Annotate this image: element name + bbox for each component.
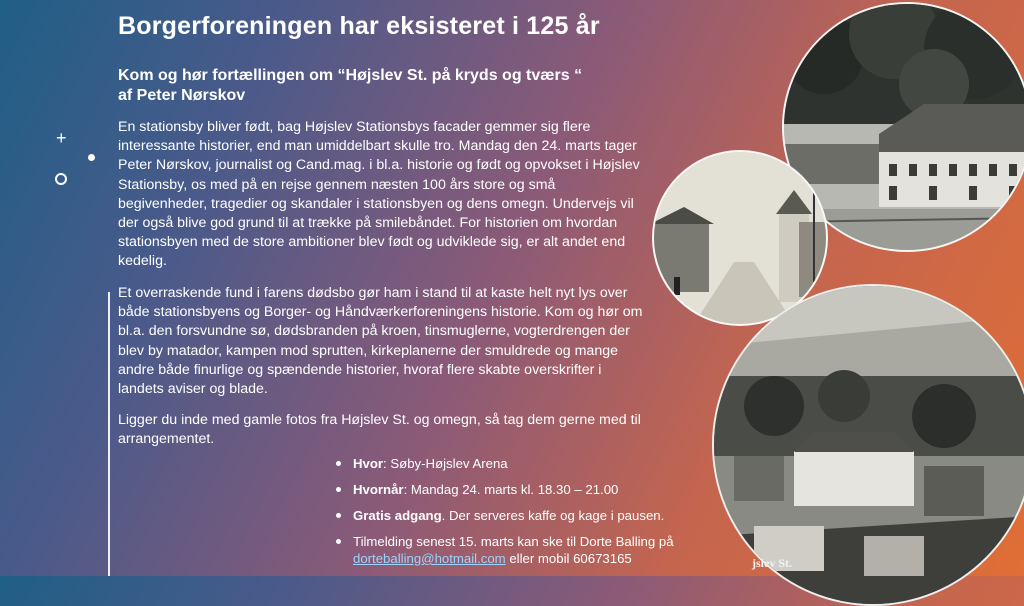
detail-where-value: : Søby-Højslev Arena: [383, 456, 508, 471]
detail-phone: eller mobil 60673165: [505, 551, 632, 566]
detail-where: [336, 455, 716, 472]
detail-signup: [336, 533, 716, 567]
detail-when-label: Hvornår: [353, 482, 404, 497]
detail-where-label: Hvor: [353, 456, 384, 471]
subtitle-line-2: af Peter Nørskov: [118, 87, 246, 104]
detail-free-label: Gratis adgang: [353, 508, 442, 523]
subtitle: [118, 66, 638, 106]
page-title: Borgerforeningen har eksisteret i 125 år: [118, 12, 600, 40]
paragraph-photos: Ligger du inde med gamle fotos fra Højslev St. og omegn, så tag dem gerne med til arrangementet.: [118, 412, 641, 448]
dot-icon: [88, 154, 95, 161]
event-details-list: [336, 455, 716, 576]
detail-when-value: : Mandag 24. marts kl. 18.30 – 21.00: [403, 482, 619, 497]
photo-caption: jslev St.: [752, 556, 792, 570]
email-link[interactable]: dorteballing@hotmail.com: [353, 551, 506, 566]
detail-free: [336, 507, 716, 524]
detail-signup-text: Tilmelding senest 15. marts kan ske til Dorte Balling på: [353, 534, 674, 549]
detail-free-value: . Der serveres kaffe og kage i pausen.: [441, 508, 665, 523]
ring-icon: [55, 173, 67, 185]
paragraph-intro: En stationsby bliver født, bag Højslev Stationsbys facader gemmer sig flere interessante historier, end man umiddelbart skulle tro. Mandag den 24. marts tager Peter Nørskov, journalist og Cand.mag. i bl.a. historie og født og opvokset i Højslev Stationsby, os med på en rejse gennem næsten 100 års store og små begivenheder, tragedier og skandaler i stationsbyen og dens omegn. Undervejs vil der også blive god grund til at trække på smilebåndet. For historien om hvordan stationsbyen med de store ambitioner blev født og udviklede sig, er alt andet end kedelig.: [118, 119, 640, 270]
detail-when: [336, 481, 716, 498]
vertical-divider: [108, 292, 110, 576]
paragraph-discovery: Et overraskende fund i farens dødsbo gør ham i stand til at kaste helt nyt lys over både stationsbyens og Borger- og Håndværkerforeningens historie. Kom og hør om bl.a. den forsvundne sø, dødsbranden på kroen, tinsmuglerne, vogterdrengen der blev by matador, kampen mod sprutten, kirkeplanerne der smuldrede og mange andre både finurlige og spændende historier, hvoraf flere skabte overskrifter i landets aviser og blade.: [118, 285, 643, 398]
plus-icon: +: [56, 128, 67, 148]
subtitle-line-1: Kom og hør fortællingen om “Højslev St. på kryds og tværs “: [118, 67, 583, 84]
